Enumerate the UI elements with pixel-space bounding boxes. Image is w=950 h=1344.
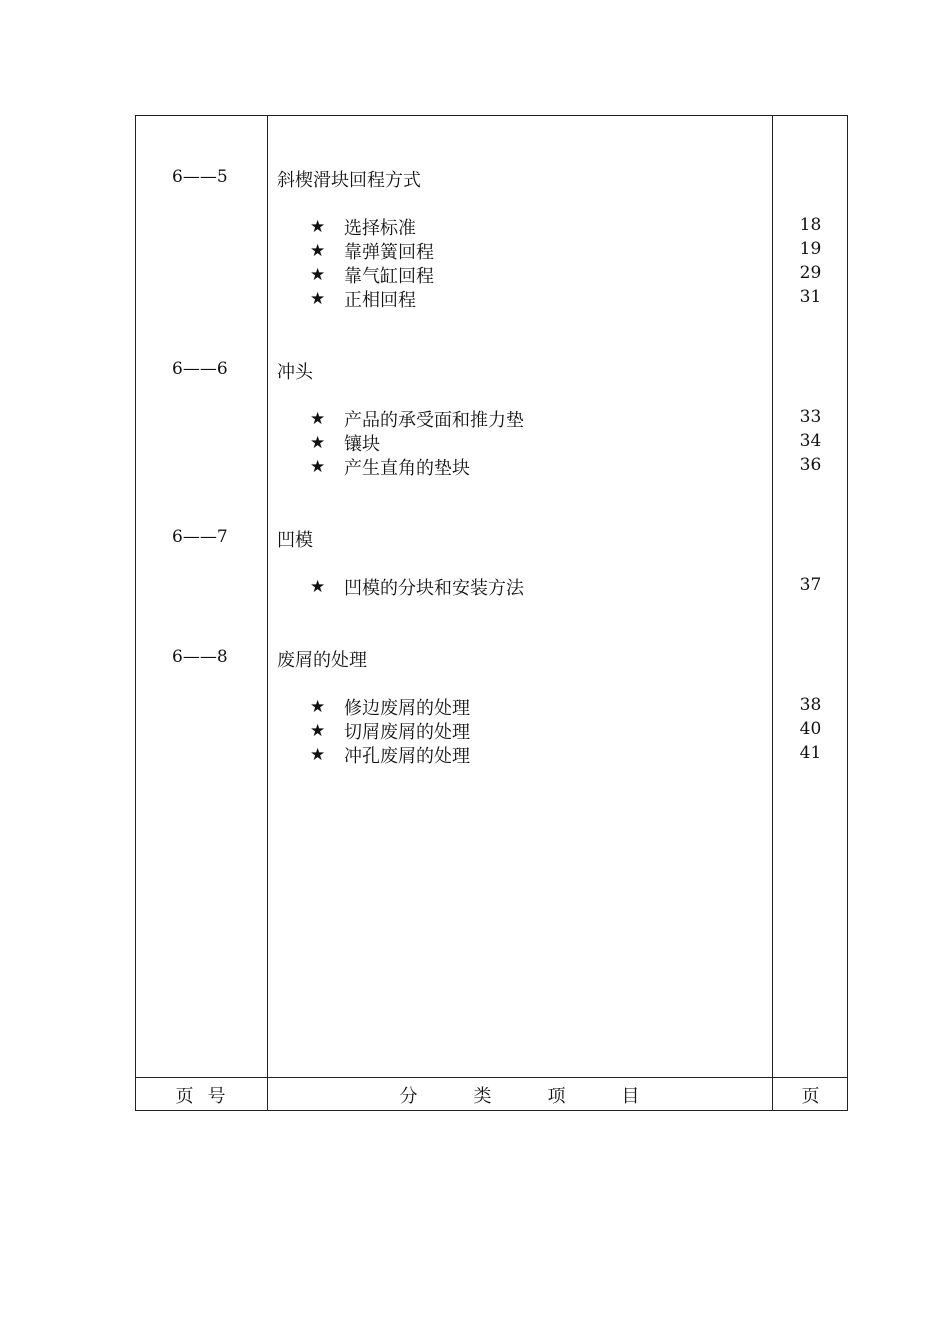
section-title: 斜楔滑块回程方式 (277, 170, 421, 191)
page-number: 37 (799, 575, 822, 595)
page-number: 19 (799, 239, 822, 259)
star-icon: ★ (310, 289, 326, 309)
section-number: 6——5 (172, 167, 228, 187)
list-item (310, 454, 470, 480)
section-title: 冲头 (277, 362, 313, 383)
item-text: 产生直角的垫块 (344, 458, 470, 479)
item-text: 靠气缸回程 (344, 266, 434, 287)
star-icon: ★ (310, 457, 326, 477)
star-icon: ★ (310, 433, 326, 453)
star-icon: ★ (310, 217, 326, 237)
star-icon: ★ (310, 697, 326, 717)
item-text: 镶块 (344, 434, 380, 455)
item-text: 正相回程 (344, 290, 416, 311)
list-item (310, 262, 434, 288)
item-text: 凹模的分块和安装方法 (344, 578, 524, 599)
list-item (310, 406, 524, 432)
list-item (310, 286, 416, 312)
star-icon: ★ (310, 721, 326, 741)
star-icon: ★ (310, 745, 326, 765)
footer-category-label: 分类项目 (399, 1085, 696, 1107)
page-number: 31 (799, 287, 822, 307)
star-icon: ★ (310, 577, 326, 597)
list-item (310, 718, 470, 744)
footer-page-label: 页 (801, 1085, 820, 1107)
column-divider (267, 116, 268, 1110)
page-number: 18 (799, 215, 822, 235)
page-number: 40 (799, 719, 822, 739)
section-number: 6——7 (172, 527, 228, 547)
footer-page-number-label: 页号 (175, 1085, 240, 1107)
section-title: 凹模 (277, 530, 313, 551)
item-text: 切屑废屑的处理 (344, 722, 470, 743)
toc-table (135, 115, 848, 1111)
list-item (310, 214, 416, 240)
page-number: 29 (799, 263, 822, 283)
page-number: 41 (799, 743, 822, 763)
list-item (310, 742, 470, 768)
page-number: 38 (799, 695, 822, 715)
list-item (310, 694, 470, 720)
section-number: 6——8 (172, 647, 228, 667)
item-text: 冲孔废屑的处理 (344, 746, 470, 767)
item-text: 选择标准 (344, 218, 416, 239)
list-item (310, 430, 380, 456)
page-number: 33 (799, 407, 822, 427)
section-number: 6——6 (172, 359, 228, 379)
star-icon: ★ (310, 409, 326, 429)
page-number: 36 (799, 455, 822, 475)
star-icon: ★ (310, 265, 326, 285)
list-item (310, 574, 524, 600)
item-text: 修边废屑的处理 (344, 698, 470, 719)
section-title: 废屑的处理 (277, 650, 367, 671)
star-icon: ★ (310, 241, 326, 261)
page-number: 34 (799, 431, 822, 451)
item-text: 产品的承受面和推力垫 (344, 410, 524, 431)
list-item (310, 238, 434, 264)
item-text: 靠弹簧回程 (344, 242, 434, 263)
